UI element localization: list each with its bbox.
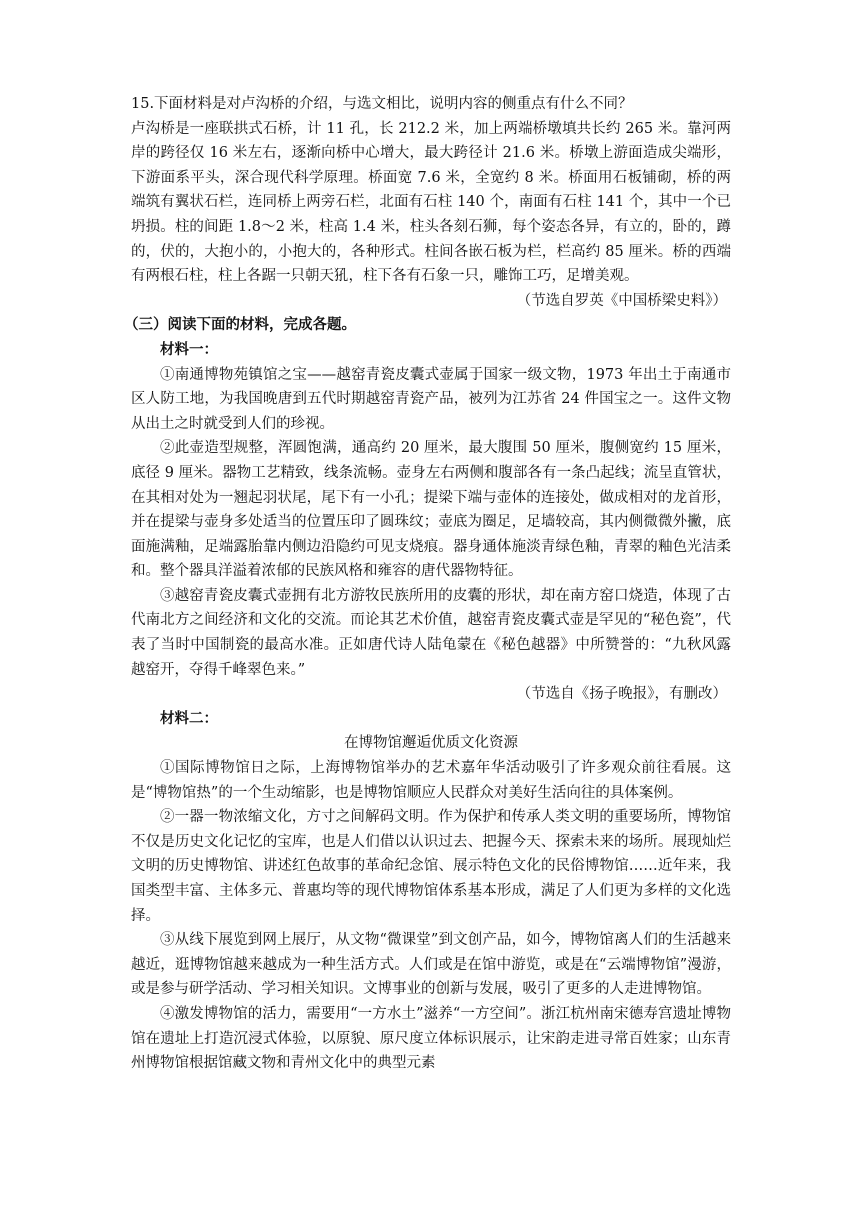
source-citation: （节选自罗英《中国桥梁史料》）: [516, 292, 727, 309]
paragraph: ③越窑青瓷皮囊式壶拥有北方游牧民族所用的皮囊的形状，却在南方窑口烧造，体现了古代南北方之间经济和文化的交流。而论其艺术价值，越窑青瓷皮囊式壶是罕见的“秘色瓷”，代表了当时中国制瓷的最高水准。正如唐代诗人陆龟蒙在《秘色越器》中所赞誉的：“九秋风露越窑开，夺得千峰翠色来。”: [131, 587, 731, 678]
paragraph: ①南通博物苑镇馆之宝——越窑青瓷皮囊式壶属于国家一级文物，1973 年出土于南通市区人防工地，为我国晚唐到五代时期越窑青瓷产品，被列为江苏省 24 件国宝之一。这件文物从出土之时就受到人们的珍视。: [131, 366, 731, 432]
material-label: 材料一：: [160, 340, 218, 358]
paragraph: ②一器一物浓缩文化，方寸之间解码文明。作为保护和传承人类文明的重要场所，博物馆不仅是历史文化记忆的宝库，也是人们借以认识过去、把握今天、探索未来的场所。展现灿烂文明的历史博物馆、讲述红色故事的革命纪念馆、展示特色文化的民俗博物馆……近年来，我国类型丰富、主体多元、普惠均等的现代博物馆体系基本形成，满足了人们更为多样的文化选择。: [131, 809, 731, 924]
section-heading: （三）阅读下面的材料，完成各题。: [124, 316, 356, 334]
paragraph: ②此壶造型规整，浑圆饱满，通高约 20 厘米，最大腹围 50 厘米，腹侧宽约 15 厘米，底径 9 厘米。器物工艺精致，线条流畅。壶身左右两侧和腹部各有一条凸起线；流呈直管状，在其相对处为一翘起羽状尾，尾下有一小孔；提梁下端与壶体的连接处，做成相对的龙首形，并在提梁与壶身多处适当的位置压印了圆珠纹；壶底为圈足，足墙较高，其内侧微微外撇，底面施满釉，足端露胎靠内侧边沿隐约可见支烧痕。器身通体施淡青绿色釉，青翠的釉色光洁柔和。整个器具洋溢着浓郁的民族风格和雍容的唐代器物特征。: [131, 440, 731, 580]
paragraph: ①国际博物馆日之际，上海博物馆举办的艺术嘉年华活动吸引了许多观众前往看展。这是“博物馆热”的一个生动缩影，也是博物馆顺应人民群众对美好生活向往的具体案例。: [131, 760, 731, 801]
question-15: 15.下面材料是对卢沟桥的介绍，与选文相比，说明内容的侧重点有什么不同？: [131, 96, 633, 112]
article-title: 在博物馆邂逅优质文化资源: [344, 735, 518, 752]
material-label: 材料二：: [160, 709, 218, 727]
paragraph: ④激发博物馆的活力，需要用“一方水土”滋养“一方空间”。浙江杭州南宋德寿宫遗址博物馆在遗址上打造沉浸式体验，以原貌、原尺度立体标识展示，让宋韵走进寻常百姓家；山东青州博物馆根据馆藏文物和青州文化中的典型元素: [131, 1005, 731, 1072]
document-page: [124, 92, 731, 1076]
paragraph: ③从线下展览到网上展厅，从文物“微课堂”到文创产品，如今，博物馆离人们的生活越来越近，逛博物馆越来越成为一种生活方式。人们或是在馆中游览，或是在“云端博物馆”漫游，或是参与研学活动、学习相关知识。文博事业的创新与发展，吸引了更多的人走进博物馆。: [131, 932, 731, 998]
source-citation: （节选自《扬子晚报》，有删改）: [516, 686, 727, 703]
lugou-bridge-passage: 卢沟桥是一座联拱式石桥，计 11 孔，长 212.2 米，加上两端桥墩填共长约 265 米。靠河两岸的跨径仅 16 米左右，逐渐向桥中心增大，最大跨径计 21.6 米。桥墩上游面造成尖端形，下游面系平头，深合现代科学原理。桥面宽 7.6 米，全宽约 8 米。桥面用石板铺砌，桥的两端筑有翼状石栏，连同桥上两旁石栏，北面有石柱 140 个，南面有石柱 141 个，其中一个已坍损。柱的间距 1.8～2 米，柱高 1.4 米，柱头各刻石狮，每个姿态各异，有立的，卧的，蹲的，伏的，大抱小的，小抱大的，各种形式。柱间各嵌石板为栏，栏高约 85 厘米。桥的西端有两根石柱，柱上各踞一只朝天犼，柱下各有石象一只，雕饰工巧，足增美观。: [131, 120, 731, 285]
